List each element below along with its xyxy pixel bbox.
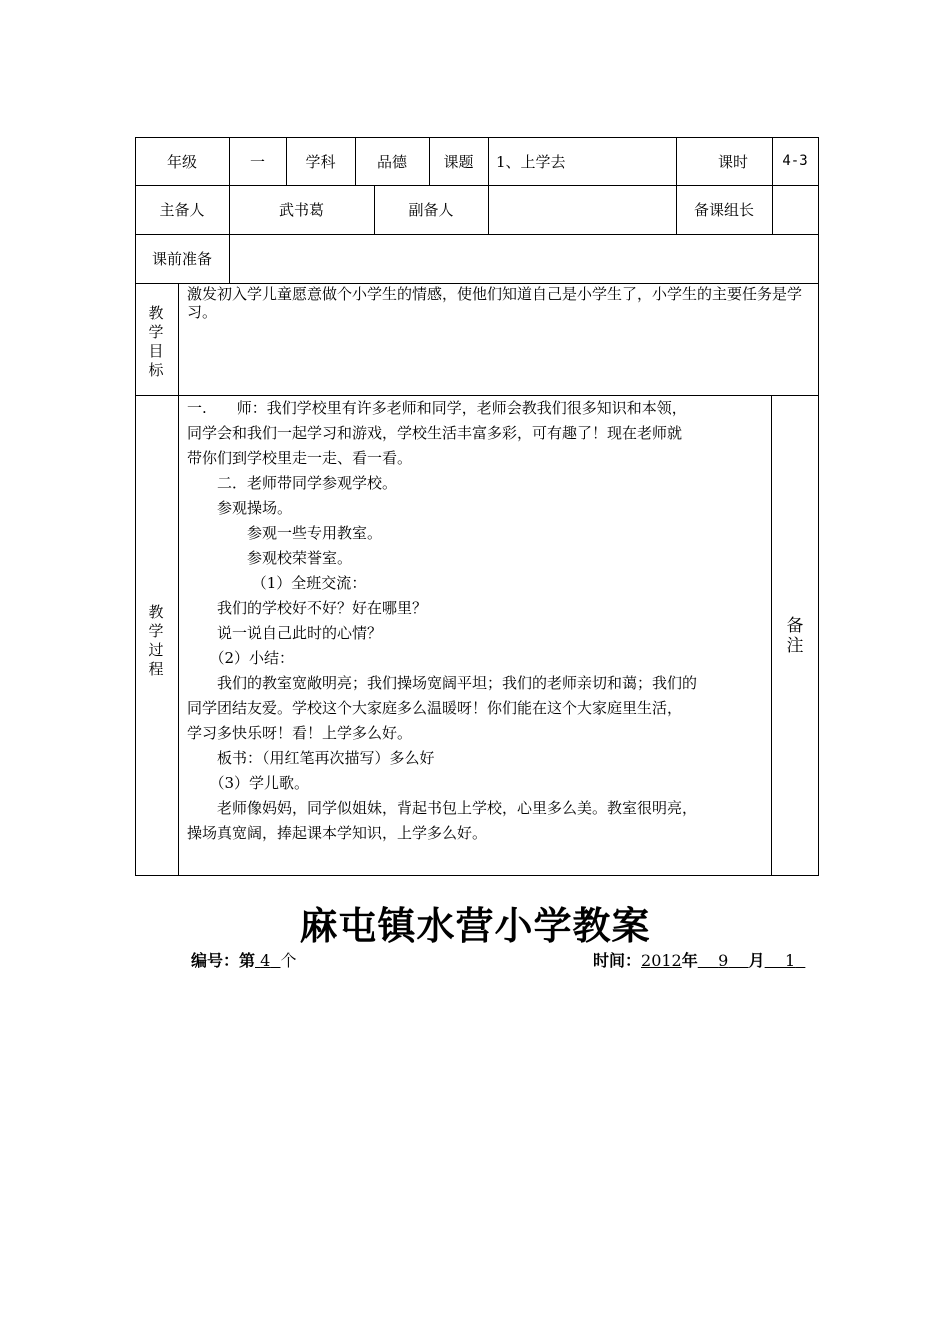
- number-value: 4: [260, 951, 271, 970]
- period-label: 课时: [717, 152, 748, 171]
- process-line: 操场真宽阔，捧起课本学知识，上学多么好。: [187, 824, 488, 842]
- process-label: 教学过程: [148, 603, 164, 678]
- grade-label: 年级: [166, 152, 197, 171]
- prep-label: 课前准备: [151, 250, 212, 268]
- year-value: 2012: [641, 951, 682, 970]
- month-unit: 月: [748, 951, 765, 970]
- process-line: 同学会和我们一起学习和游戏，学校生活丰富多彩，可有趣了！现在老师就: [187, 424, 683, 442]
- group-leader-value: [772, 185, 818, 234]
- process-line: 参观校荣誉室。: [187, 549, 353, 567]
- number-unit: 个: [280, 951, 297, 970]
- day-value: 1: [784, 951, 796, 970]
- subject-value: 品德: [376, 152, 407, 171]
- month-value: 9: [718, 951, 729, 970]
- process-line: 我们的学校好不好？好在哪里？: [187, 599, 428, 617]
- process-line: 参观操场。: [187, 499, 293, 517]
- process-line: 我们的教室宽敞明亮；我们操场宽阔平坦；我们的老师亲切和蔼；我们的: [187, 674, 698, 692]
- time-label: 时间：: [593, 951, 642, 970]
- lead-label: 主备人: [159, 201, 205, 219]
- document-title: 麻屯镇水营小学教案: [299, 904, 651, 948]
- topic-label: 课题: [443, 152, 474, 171]
- process-line: 一. 师：我们学校里有许多老师和同学，老师会教我们很多知识和本领，: [187, 399, 687, 417]
- number-label: 编号：第: [191, 951, 256, 970]
- document-date: [593, 948, 805, 971]
- grade-value: 一: [249, 152, 265, 171]
- process-line: （1）全班交流：: [187, 574, 367, 592]
- process-line: （3）学儿歌。: [187, 774, 310, 792]
- goal-text: 激发初入学儿童愿意做个小学生的情感，使他们知道自己是小学生了，小学生的主要任务是学习。: [187, 285, 803, 321]
- assistant-label: 副备人: [408, 201, 454, 219]
- process-line: （2）小结：: [187, 649, 295, 667]
- group-leader-label: 备课组长: [693, 201, 754, 219]
- assistant-value: [488, 185, 676, 234]
- process-line: 学习多快乐呀！看！上学多么好。: [187, 724, 413, 742]
- topic-value: 1、上学去: [496, 152, 566, 171]
- process-line: 同学团结友爱。学校这个大家庭多么温暖呀！你们能在这个大家庭里生活，: [187, 699, 683, 717]
- goal-label: 教学目标: [148, 304, 164, 379]
- process-line: 二．老师带同学参观学校。: [187, 474, 398, 492]
- remark-label: 备注: [786, 616, 804, 656]
- year-unit: 年: [681, 951, 698, 970]
- process-line: 说一说自己此时的心情？: [187, 624, 383, 642]
- lead-value: 武书葛: [278, 201, 324, 219]
- process-line: 老师像妈妈，同学似姐妹，背起书包上学校，心里多么美。教室很明亮，: [187, 799, 698, 817]
- process-line: 带你们到学校里走一走、看一看。: [187, 449, 413, 467]
- document-number: [191, 948, 296, 971]
- prep-value: [229, 234, 818, 283]
- process-line: 参观一些专用教室。: [187, 524, 383, 542]
- subject-label: 学科: [305, 152, 336, 171]
- process-line: 板书：（用红笔再次描写）多么好: [187, 749, 435, 767]
- period-value: 4-3: [782, 153, 808, 169]
